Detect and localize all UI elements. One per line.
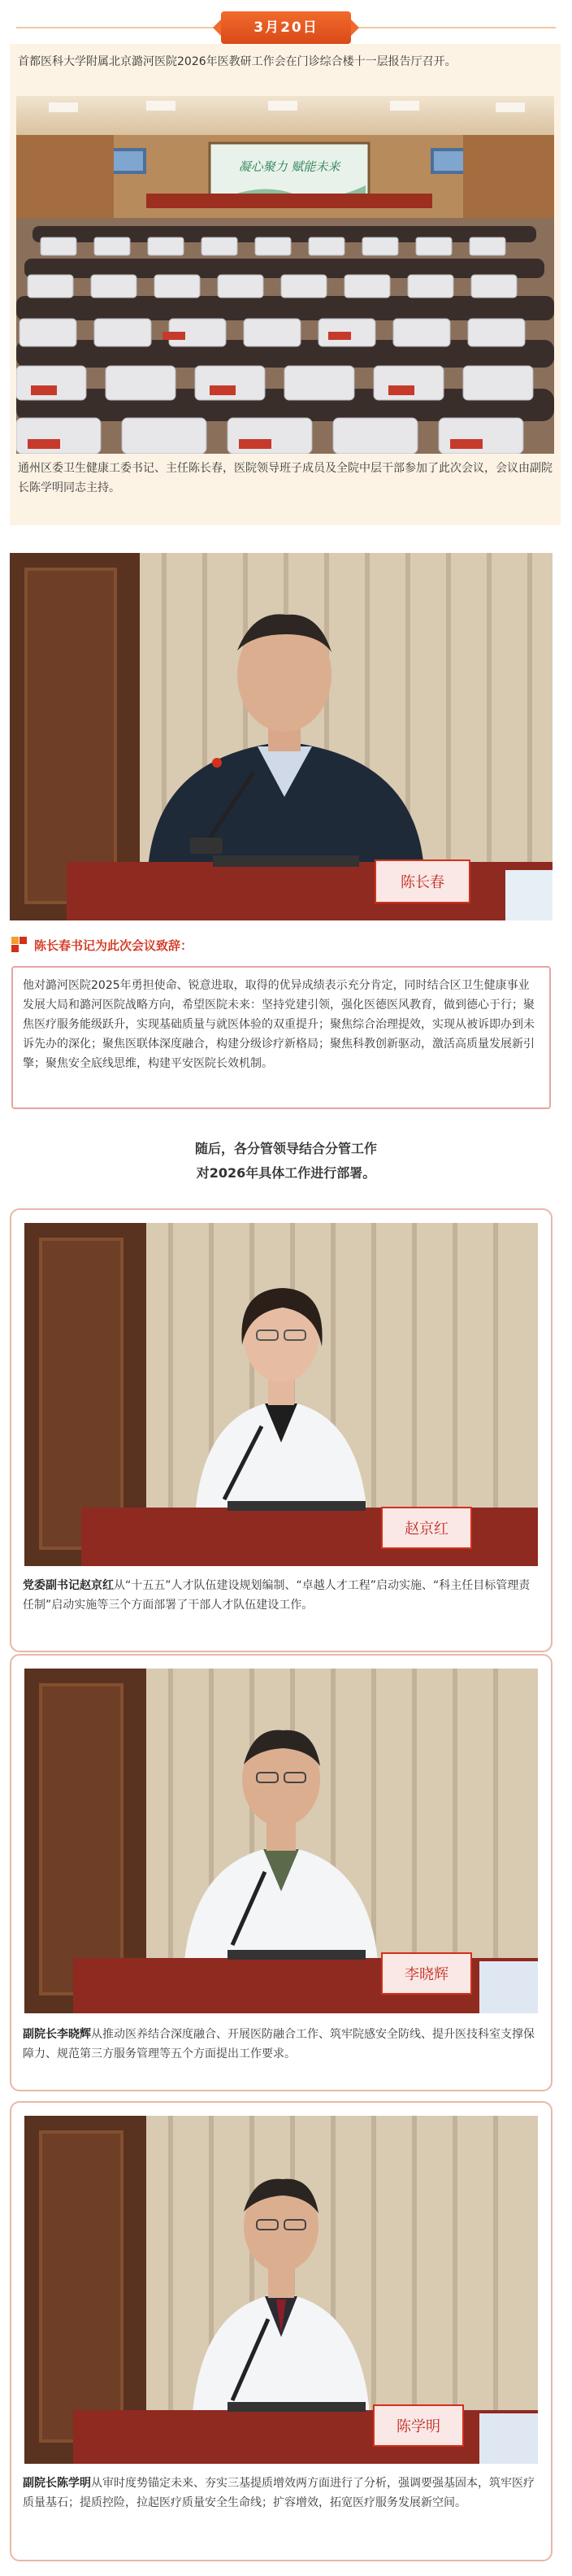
report-text-chenxm	[23, 2474, 540, 2513]
report-title-li: 副院长李晓辉	[23, 2028, 91, 2041]
attendance-paragraph: 通州区委卫生健康工委书记、主任陈长春，医院领导班子成员及全院中层干部参加了此次会议，会议由副院长陈学明同志主持。	[18, 462, 552, 494]
meeting-hall-photo	[16, 96, 554, 454]
intro-card	[10, 44, 561, 525]
nameplate-chenxm: 陈学明	[396, 2418, 440, 2435]
nameplate-zhao: 赵京红	[405, 1521, 448, 1538]
speech-box	[11, 966, 551, 1109]
report-card-zhao	[10, 1208, 552, 1652]
nameplate-chen: 陈长春	[401, 874, 444, 891]
report-body-zhao: 从“十五五”人才队伍建设规划编制、“卓越人才工程”启动实施、“科主任目标管理责任制”启动实施等三个方面部署了干部人才队伍建设工作。	[23, 1579, 531, 1612]
date-badge: 3月20日	[221, 11, 351, 44]
transition-title	[0, 1137, 572, 1186]
report-text-zhao	[23, 1576, 540, 1615]
li-speech-photo	[24, 1669, 538, 2013]
transition-line-1: 随后，各分管领导结合分管工作	[194, 1141, 377, 1156]
report-body-chenxm: 从审时度势锚定未来、夯实三基提质增效两方面进行了分析，强调要强基固本，筑牢医疗质量基石；提质控险，拉起医疗质量安全生命线；扩容增效，拓宽医疗服务发展新空间。	[23, 2477, 535, 2509]
report-body-li: 从推动医养结合深度融合、开展医防融合工作、筑牢院感安全防线、提升医技科室支撑保障力、规范第三方服务管理等五个方面提出工作要求。	[23, 2028, 535, 2060]
chenxm-speech-photo	[24, 2116, 538, 2464]
speech-paragraph: 他对潞河医院2025年勇担使命、锐意进取，取得的优异成绩表示充分肯定，同时结合区卫生健康事业发展大局和潞河医院战略方向，希望医院未来：坚持党建引领，强化医德医风教育，做到德心于行；聚焦医疗服务能级跃升，实现基础质量与就医体验的双重提升；聚焦综合治理提效，实现从被诉即办到未诉先办的深化；聚焦医联体深度融合，构建分级诊疗新格局；聚焦科教创新驱动，激活高质量发展新引擎；聚焦安全底线思维，构建平安医院长效机制。	[23, 979, 535, 1070]
report-card-chenxm	[10, 2101, 552, 2561]
report-card-li	[10, 1654, 552, 2091]
report-title-chenxm: 副院长陈学明	[23, 2477, 91, 2490]
transition-line-2: 对2026年具体工作进行部署。	[196, 1165, 376, 1181]
nameplate-li: 李晓辉	[405, 1966, 448, 1983]
report-title-zhao: 党委副书记赵京红	[23, 1579, 114, 1592]
chen-speech-photo	[10, 553, 552, 920]
zhao-speech-photo	[24, 1223, 538, 1566]
speech-heading-text: 陈长春书记为此次会议致辞：	[34, 938, 193, 953]
speech-heading	[11, 935, 193, 955]
intro-paragraph: 首都医科大学附属北京潞河医院2026年医教研工作会在门诊综合楼十一层报告厅召开。	[18, 55, 457, 68]
heading-flag-icon	[11, 937, 28, 953]
stage-banner-text: 凝心聚力 赋能未来	[238, 159, 340, 174]
report-text-li	[23, 2025, 540, 2064]
